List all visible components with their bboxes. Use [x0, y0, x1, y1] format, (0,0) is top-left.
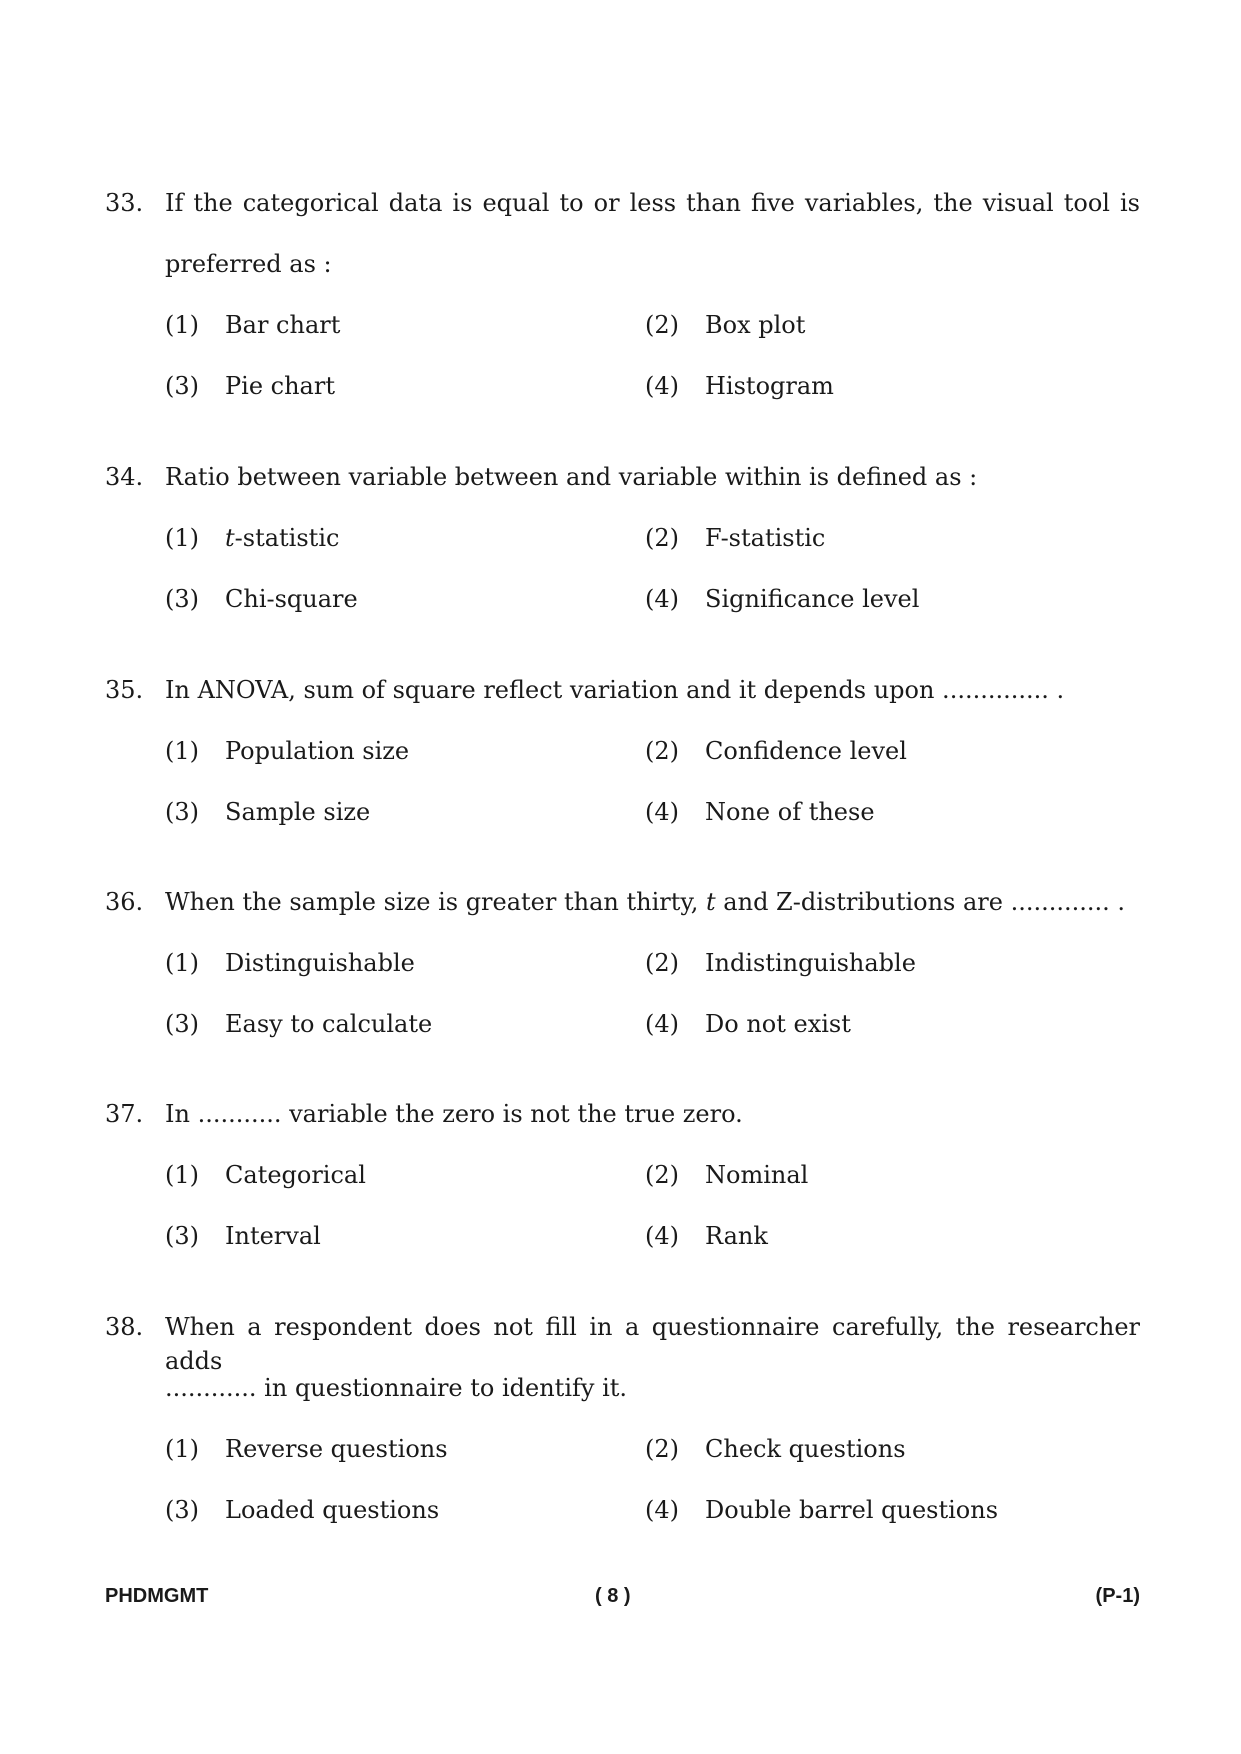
- option-row: [105, 734, 1140, 795]
- question-text: Ratio between variable between and variable within is defined as :: [165, 463, 978, 491]
- question-37: [105, 1097, 1140, 1280]
- question-line: [105, 673, 1140, 734]
- option-number: (2): [645, 949, 679, 977]
- option-number: (4): [645, 798, 679, 826]
- option-number: (1): [165, 1435, 199, 1463]
- option-row: [105, 1432, 1140, 1493]
- question-line: [105, 1097, 1140, 1158]
- page-footer: [105, 1585, 1140, 1615]
- question-text-part: When the sample size is greater than thirty,: [165, 888, 707, 916]
- option-text: Reverse questions: [225, 1435, 448, 1463]
- option-number: (3): [165, 585, 199, 613]
- option-row: [105, 582, 1140, 643]
- option-number: (3): [165, 1222, 199, 1250]
- question-number: 34.: [105, 463, 144, 491]
- question-text-continued: preferred as :: [165, 250, 332, 278]
- question-line: [105, 460, 1140, 521]
- question-number: 38.: [105, 1313, 144, 1341]
- option-text: Bar chart: [225, 311, 341, 339]
- question-line: [105, 186, 1140, 247]
- question-text: If the categorical data is equal to or less than five variables, the visual tool is: [165, 189, 1140, 217]
- question-text: In ANOVA, sum of square reflect variation and it depends upon .............. .: [165, 676, 1065, 704]
- option-number: (4): [645, 1496, 679, 1524]
- option-text: None of these: [705, 798, 875, 826]
- option-text: Pie chart: [225, 372, 335, 400]
- question-line: [105, 247, 1140, 308]
- option-text: Confidence level: [705, 737, 907, 765]
- option-number: (2): [645, 737, 679, 765]
- paper-code: PHDMGMT: [105, 1585, 209, 1607]
- option-text: Rank: [705, 1222, 768, 1250]
- option-text: Easy to calculate: [225, 1010, 433, 1038]
- option-text: Histogram: [705, 372, 834, 400]
- option-number: (1): [165, 524, 199, 552]
- option-text: Interval: [225, 1222, 321, 1250]
- option-number: (2): [645, 1161, 679, 1189]
- option-text: Double barrel questions: [705, 1496, 999, 1524]
- question-34: [105, 460, 1140, 643]
- option-text: Categorical: [225, 1161, 366, 1189]
- question-text: [165, 885, 1140, 919]
- question-36: [105, 885, 1140, 1068]
- question-text: When a respondent does not fill in a questionnaire carefully, the researcher adds: [165, 1313, 1140, 1375]
- option-number: (4): [645, 372, 679, 400]
- option-number: (1): [165, 737, 199, 765]
- question-38: [105, 1310, 1140, 1554]
- option-number: (3): [165, 372, 199, 400]
- question-33: [105, 186, 1140, 430]
- option-row: [105, 946, 1140, 1007]
- option-text: Indistinguishable: [705, 949, 916, 977]
- option-row: [105, 308, 1140, 369]
- question-number: 37.: [105, 1100, 144, 1128]
- option-row: [105, 1158, 1140, 1219]
- option-text: Population size: [225, 737, 410, 765]
- option-text: Significance level: [705, 585, 920, 613]
- option-text: F-statistic: [705, 524, 826, 552]
- option-number: (2): [645, 1435, 679, 1463]
- option-number: (1): [165, 311, 199, 339]
- question-text-continued: ............ in questionnaire to identify it.: [165, 1374, 628, 1402]
- option-text: Chi-square: [225, 585, 358, 613]
- option-text: Box plot: [705, 311, 806, 339]
- option-number: (1): [165, 1161, 199, 1189]
- question-number: 35.: [105, 676, 144, 704]
- question-line: [105, 1371, 1140, 1432]
- option-text: Check questions: [705, 1435, 906, 1463]
- option-row: [105, 1219, 1140, 1280]
- option-text: [225, 521, 339, 555]
- option-text: Loaded questions: [225, 1496, 440, 1524]
- question-35: [105, 673, 1140, 856]
- option-text: Distinguishable: [225, 949, 415, 977]
- question-line: [105, 1310, 1140, 1375]
- option-text: Do not exist: [705, 1010, 851, 1038]
- option-number: (3): [165, 798, 199, 826]
- option-row: [105, 1493, 1140, 1554]
- option-number: (3): [165, 1010, 199, 1038]
- option-number: (2): [645, 311, 679, 339]
- question-number: 33.: [105, 189, 144, 217]
- option-text: Nominal: [705, 1161, 809, 1189]
- question-text: In ........... variable the zero is not the true zero.: [165, 1100, 743, 1128]
- option-number: (4): [645, 585, 679, 613]
- option-number: (4): [645, 1222, 679, 1250]
- page-number: ( 8 ): [595, 1585, 631, 1607]
- option-row: [105, 369, 1140, 430]
- option-text: Sample size: [225, 798, 371, 826]
- option-row: [105, 1007, 1140, 1068]
- question-text-part: and Z-distributions are ............. .: [715, 888, 1126, 916]
- option-row: [105, 795, 1140, 856]
- italic-t: t: [225, 524, 235, 552]
- italic-t: t: [706, 888, 716, 916]
- option-row: [105, 521, 1140, 582]
- option-number: (2): [645, 524, 679, 552]
- option-text-rest: -statistic: [234, 524, 340, 552]
- paper-set: (P-1): [1095, 1585, 1140, 1607]
- option-number: (4): [645, 1010, 679, 1038]
- option-number: (3): [165, 1496, 199, 1524]
- option-number: (1): [165, 949, 199, 977]
- question-number: 36.: [105, 888, 144, 916]
- question-line: [105, 885, 1140, 946]
